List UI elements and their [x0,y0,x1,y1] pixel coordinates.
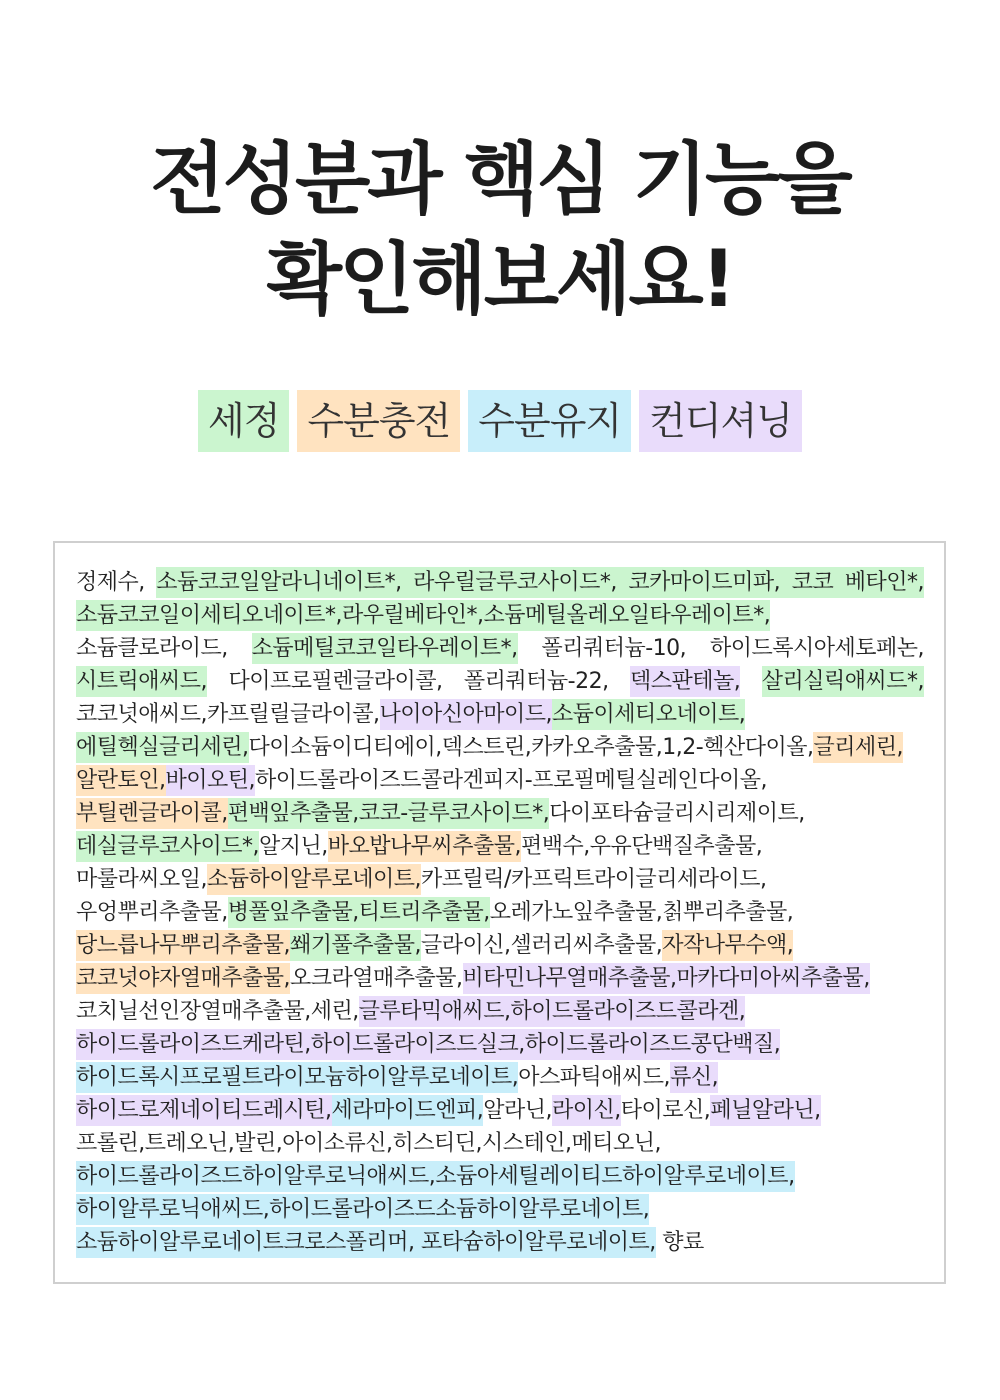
ingredient-segment-purple: 하이드로제네이티드레시틴, [76,1095,332,1126]
ingredient-segment: 마룰라씨오일, [76,867,208,892]
ingredient-segment: 우엉뿌리추출물, [76,900,228,925]
ingredient-list [76,566,924,1259]
ingredient-segment [740,666,761,697]
ingredient-segment-purple: 글루타믹애씨드,하이드롤라이즈드콜라겐, [359,996,746,1027]
legend-chip-hydration-retention: 수분유지 [468,390,631,452]
ingredient-line [76,797,924,830]
ingredient-line [76,1193,924,1226]
ingredient-line [76,764,924,797]
ingredient-segment: 타이로신, [620,1098,711,1123]
ingredient-segment: 알지닌, [259,834,328,859]
ingredient-line [76,1061,924,1094]
ingredient-line [76,830,924,863]
ingredient-segment-green: 병풀잎추출물,티트리추출물, [228,897,490,928]
ingredient-segment: 폴리쿼터늄-10, 하이드록시아세토페논, [517,636,924,661]
ingredient-segment: 코코넛애씨드,카프릴릴글라이콜, [76,702,380,727]
ingredient-line [76,995,924,1028]
ingredient-segment-green: 데실글루코사이드*, [76,831,259,862]
ingredient-line [76,1028,924,1061]
ingredient-line [76,1160,924,1193]
ingredient-segment-purple: 덱스판테놀, [630,666,740,697]
ingredient-line [76,863,924,896]
ingredient-segment-green: 소듐메틸코코일타우레이트*, [252,633,518,664]
function-legend [0,390,1000,452]
ingredient-line [76,599,924,632]
ingredient-line [76,1094,924,1127]
page-title [0,130,1000,330]
ingredient-segment-purple: 바이오틴, [166,765,256,796]
ingredient-segment-purple: 비타민나무열매추출물,마카다미아씨추출물, [463,963,870,994]
ingredient-line [76,698,924,731]
ingredient-segment-purple: 나이아신아마이드, [380,699,553,730]
ingredient-segment-green: 편백잎추출물,코코-글루코사이드*, [228,798,549,829]
ingredient-segment: 다이소듐이디티에이,덱스트린,카카오추출물,1,2-헥산다이올, [248,735,814,760]
ingredient-segment-orange: 자작나무수액, [662,930,793,961]
ingredient-segment: 다이포타슘글리시리제이트, [549,801,805,826]
ingredient-segment-blue: 하이드록시프로필트라이모늄하이알루로네이트, [76,1062,518,1093]
title-line-2: 확인해보세요! [266,235,734,325]
ingredient-segment-orange: 알란토인, [76,765,166,796]
ingredient-segment-green: 쐐기풀추출물, [290,930,421,961]
ingredient-segment-orange: 부틸렌글라이콜, [76,798,228,829]
ingredient-segment-orange: 당느릅나무뿌리추출물, [76,930,290,961]
title-line-1: 전성분과 핵심 기능을 [150,135,850,225]
ingredient-line [76,896,924,929]
ingredient-segment-green: 소듐코코일이세티오네이트*,라우릴베타인*,소듐메틸올레오일타우레이트*, [76,600,770,631]
ingredient-segment: 아스파틱애씨드, [518,1065,671,1090]
ingredient-segment: 카프릴릭/카프릭트라이글리세라이드, [421,867,767,892]
ingredient-segment: 코치닐선인장열매추출물,세린, [76,999,359,1024]
ingredient-segment: 하이드롤라이즈드콜라겐피지-프로필메틸실레인다이올, [255,768,768,793]
ingredient-line [76,731,924,764]
ingredient-segment-blue: 소듐하이알루로네이트크로스폴리머, 포타슘하이알루로네이트, [76,1227,656,1258]
ingredient-line [76,566,924,599]
ingredient-segment-green: 시트릭애씨드, [76,666,207,697]
ingredient-segment-green: 에틸헥실글리세린, [76,732,249,763]
ingredient-segment-purple: 페닐알라닌, [710,1095,820,1126]
ingredient-segment-green: 소듐이세티오네이트, [552,699,745,730]
ingredient-segment-blue: 하이알루로닉애씨드,하이드롤라이즈드소듐하이알루로네이트, [76,1194,649,1225]
ingredient-segment: 알라닌, [483,1098,553,1123]
legend-chip-conditioning: 컨디셔닝 [639,390,802,452]
ingredient-line [76,665,924,698]
ingredient-segment: 다이프로필렌글라이콜, 폴리쿼터늄-22, [207,669,631,694]
ingredient-segment: 정제수, [76,570,157,595]
ingredient-line [76,632,924,665]
ingredient-segment: 향료 [655,1230,704,1255]
ingredient-segment-orange: 코코넛야자열매추출물, [76,963,290,994]
ingredient-line [76,1127,924,1160]
legend-chip-hydration-charge: 수분충전 [297,390,460,452]
ingredient-line [76,962,924,995]
ingredient-segment-blue: 하이드롤라이즈드하이알루로닉애씨드,소듐아세틸레이티드하이알루로네이트, [76,1161,795,1192]
ingredient-line [76,929,924,962]
ingredient-line [76,1226,924,1259]
ingredient-segment-orange: 글리세린, [813,732,903,763]
ingredient-segment-green: 소듐코코일알라니네이트*, 라우릴글루코사이드*, 코카마이드미파, 코코 베타인*, [156,567,924,598]
legend-chip-cleansing: 세정 [198,390,289,452]
ingredient-segment-orange: 소듐하이알루로네이트, [207,864,421,895]
ingredient-segment-blue: 세라마이드엔피, [332,1095,484,1126]
ingredient-segment: 프롤린,트레오닌,발린,아이소류신,히스티딘,시스테인,메티오닌, [76,1131,662,1156]
ingredient-segment-purple: 하이드롤라이즈드케라틴,하이드롤라이즈드실크,하이드롤라이즈드콩단백질, [76,1029,780,1060]
ingredient-segment: 오레가노잎추출물,칡뿌리추출물, [489,900,794,925]
ingredient-segment-orange: 바오밥나무씨추출물, [328,831,521,862]
ingredient-segment: 편백수,우유단백질추출물, [521,834,763,859]
ingredient-segment: 오크라열매추출물, [290,966,463,991]
ingredient-segment: 글라이신,셀러리씨추출물, [421,933,663,958]
ingredient-segment-purple: 라이신, [552,1095,621,1126]
ingredient-segment-green: 살리실릭애씨드*, [762,666,924,697]
ingredient-segment-purple: 류신, [670,1062,718,1093]
ingredient-segment: 소듐클로라이드, [76,636,252,661]
